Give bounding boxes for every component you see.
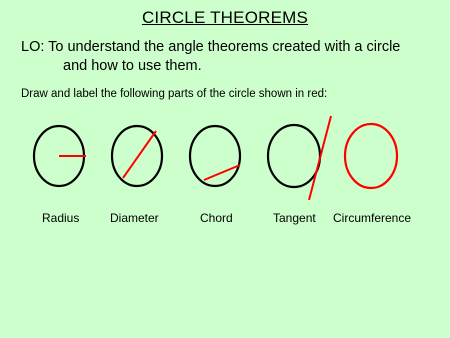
circumference-circle xyxy=(345,124,397,188)
diameter-circle xyxy=(112,126,162,186)
tangent-line xyxy=(309,116,331,200)
page-title: CIRCLE THEOREMS xyxy=(141,8,309,27)
learning-objective xyxy=(21,38,441,76)
label-tangent: Tangent xyxy=(273,211,316,225)
label-diameter: Diameter xyxy=(110,211,159,225)
chord-circle xyxy=(190,126,240,186)
diameter-diagram xyxy=(112,126,162,186)
tangent-diagram xyxy=(268,116,331,200)
label-circumference: Circumference xyxy=(333,211,412,225)
label-chord: Chord xyxy=(200,211,233,225)
tangent-circle xyxy=(268,125,320,187)
circle-diagrams xyxy=(0,110,450,210)
learning-objective-line-1: LO: To understand the angle theorems created with a circle xyxy=(21,39,401,55)
chord-line xyxy=(204,165,240,180)
instruction-text: Draw and label the following parts of the circle shown in red: xyxy=(21,88,328,100)
circumference-diagram xyxy=(345,124,397,188)
radius-diagram xyxy=(34,126,86,186)
label-radius: Radius xyxy=(42,211,80,225)
chord-diagram xyxy=(190,126,240,186)
diameter-line xyxy=(123,131,156,178)
learning-objective-line-2: and how to use them. xyxy=(63,58,202,74)
